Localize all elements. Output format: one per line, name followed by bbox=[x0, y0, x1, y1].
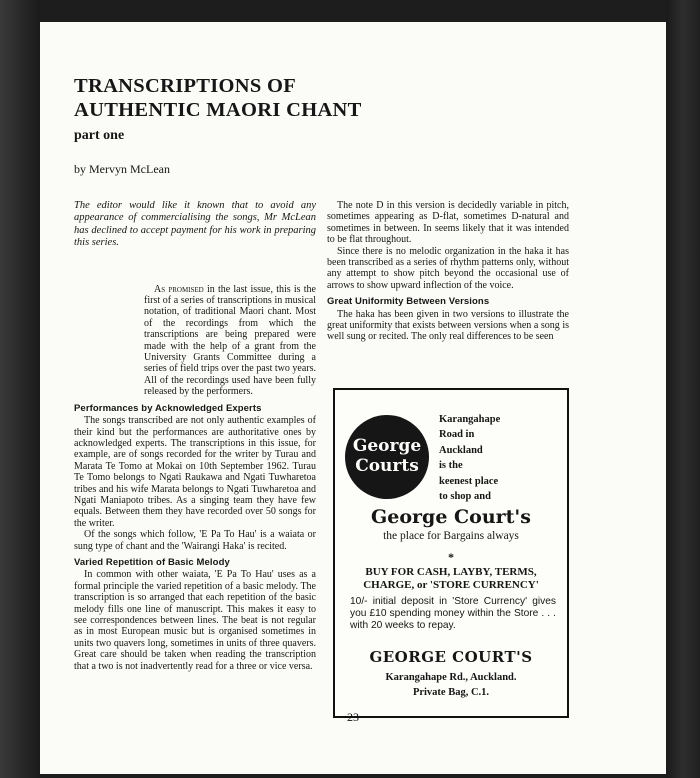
title-line-1: TRANSCRIPTIONS OF bbox=[74, 75, 297, 97]
title-line-2: AUTHENTIC MAORI CHANT bbox=[74, 99, 362, 121]
ad-address-line: Karangahape bbox=[439, 414, 501, 425]
byline: by Mervyn McLean bbox=[74, 162, 170, 176]
ad-address-line: keenest place bbox=[439, 475, 499, 487]
intro-lead: As promised bbox=[154, 283, 204, 295]
left-column bbox=[74, 200, 316, 705]
intro-text: in the last issue, this is the first of a series of transcriptions in musical notation, of traditional Maori chant. Most of the recordings from which the transcriptions are being prepared were made with the help of a grant from the University Grants Committee during a series of field trips over the past two years. All of the recordings used have been fully released by the performers. bbox=[144, 283, 316, 398]
magazine-page bbox=[40, 22, 666, 774]
ad-deposit-text: 10/- initial deposit in 'Store Currency' gives you £10 spending money within the Store . . . with 20 weeks to repay. bbox=[350, 596, 556, 631]
paragraph-songs: Of the songs which follow, 'E Pa To Hau' is a waiata or sung type of chant and the 'Wairangi Haka' is recited. bbox=[74, 529, 316, 552]
ad-address-line: is the bbox=[439, 460, 463, 472]
logo-word-george: George bbox=[352, 436, 422, 456]
scan-left-edge bbox=[0, 0, 40, 778]
ad-tagline: the place for Bargains always bbox=[383, 530, 519, 542]
ad-address-block bbox=[439, 412, 559, 504]
paragraph-haka: Since there is no melodic organization in the haka it has been transcribed as a series of rhythm patterns only, without any attempt to show pitch beyond the occasional use of arrows to show upward inflection of the voice. bbox=[327, 245, 569, 291]
editor-note: The editor would like it known that to avoid any appearance of commercialising the songs, Mr McLean has declined to accept payment for his work in preparing this series. bbox=[74, 200, 316, 249]
paragraph-uniformity: The haka has been given in two versions to illustrate the great uniformity that exists between versions when a song is well sung or recited. The only real differences to be seen bbox=[327, 308, 569, 343]
logo-word-courts: Courts bbox=[355, 456, 419, 476]
section-heading-repetition: Varied Repetition of Basic Melody bbox=[74, 556, 230, 568]
scan-right-edge bbox=[666, 0, 700, 778]
section-heading-experts: Performances by Acknowledged Experts bbox=[74, 402, 262, 414]
ad-street-address bbox=[335, 670, 567, 700]
ad-store-name: George Court's bbox=[371, 506, 531, 528]
ad-buy-line-1: BUY FOR CASH, LAYBY, TERMS, bbox=[365, 566, 537, 578]
article-title bbox=[74, 74, 494, 122]
article-subtitle: part one bbox=[74, 128, 125, 143]
ad-private-bag: Private Bag, C.1. bbox=[412, 687, 490, 698]
ad-store-name-caps: GEORGE COURT'S bbox=[369, 648, 533, 666]
paragraph-experts: The songs transcribed are not only authentic examples of their kind but the performances are authoritative ones by acknowledged experts. The transcriptions in this issue, for example, are of songs recorded for the writer by Turau and Marata Te Tomo at Mokai on 10th September 1962. Turau Te Tomo belongs to Ngati Raukawa and Ngati Tuwharetoa tribes and his wife Marata belongs to Ngati Tuwharetoa and Ngati Maniapoto tribes. As a singing team they have few equals. Between them they have recorded over 50 songs for the writer. bbox=[74, 415, 316, 529]
paragraph-note-d: The note D in this version is decidedly variable in pitch, sometimes appearing as D-flat, sometimes D-natural and sometimes in between. In seems likely that it was intended to be flat throughout. bbox=[327, 200, 569, 246]
ad-buy-line-2: CHARGE, or 'STORE CURRENCY' bbox=[363, 578, 539, 591]
ad-address-line: Road in bbox=[439, 429, 475, 441]
ad-address-line: Auckland bbox=[439, 444, 483, 456]
ad-road: Karangahape Rd., Auckland. bbox=[385, 672, 517, 683]
right-column bbox=[327, 200, 569, 400]
section-heading-uniformity: Great Uniformity Between Versions bbox=[327, 296, 490, 308]
ad-payment-options bbox=[335, 566, 567, 591]
page-number: 23 bbox=[347, 710, 359, 724]
intro-paragraph bbox=[74, 284, 316, 398]
ad-address-line: to shop and bbox=[439, 491, 491, 503]
ad-star: * bbox=[448, 550, 454, 564]
paragraph-repetition: In common with other waiata, 'E Pa To Hau' uses as a formal principle the varied repetition of a basic melody. The transcription is so arranged that each repetition of the basic melody fills one line of manuscript. This makes it easy to see correspondences between lines. The beat is not regular as in most European music but is organised sometimes in units two quavers long, sometimes in units of three quavers. Great care should be taken when reading the transcription that a two is not inadvertently read for a three or vice versa. bbox=[74, 569, 316, 672]
george-courts-logo bbox=[345, 415, 429, 499]
george-courts-advertisement bbox=[333, 388, 569, 718]
